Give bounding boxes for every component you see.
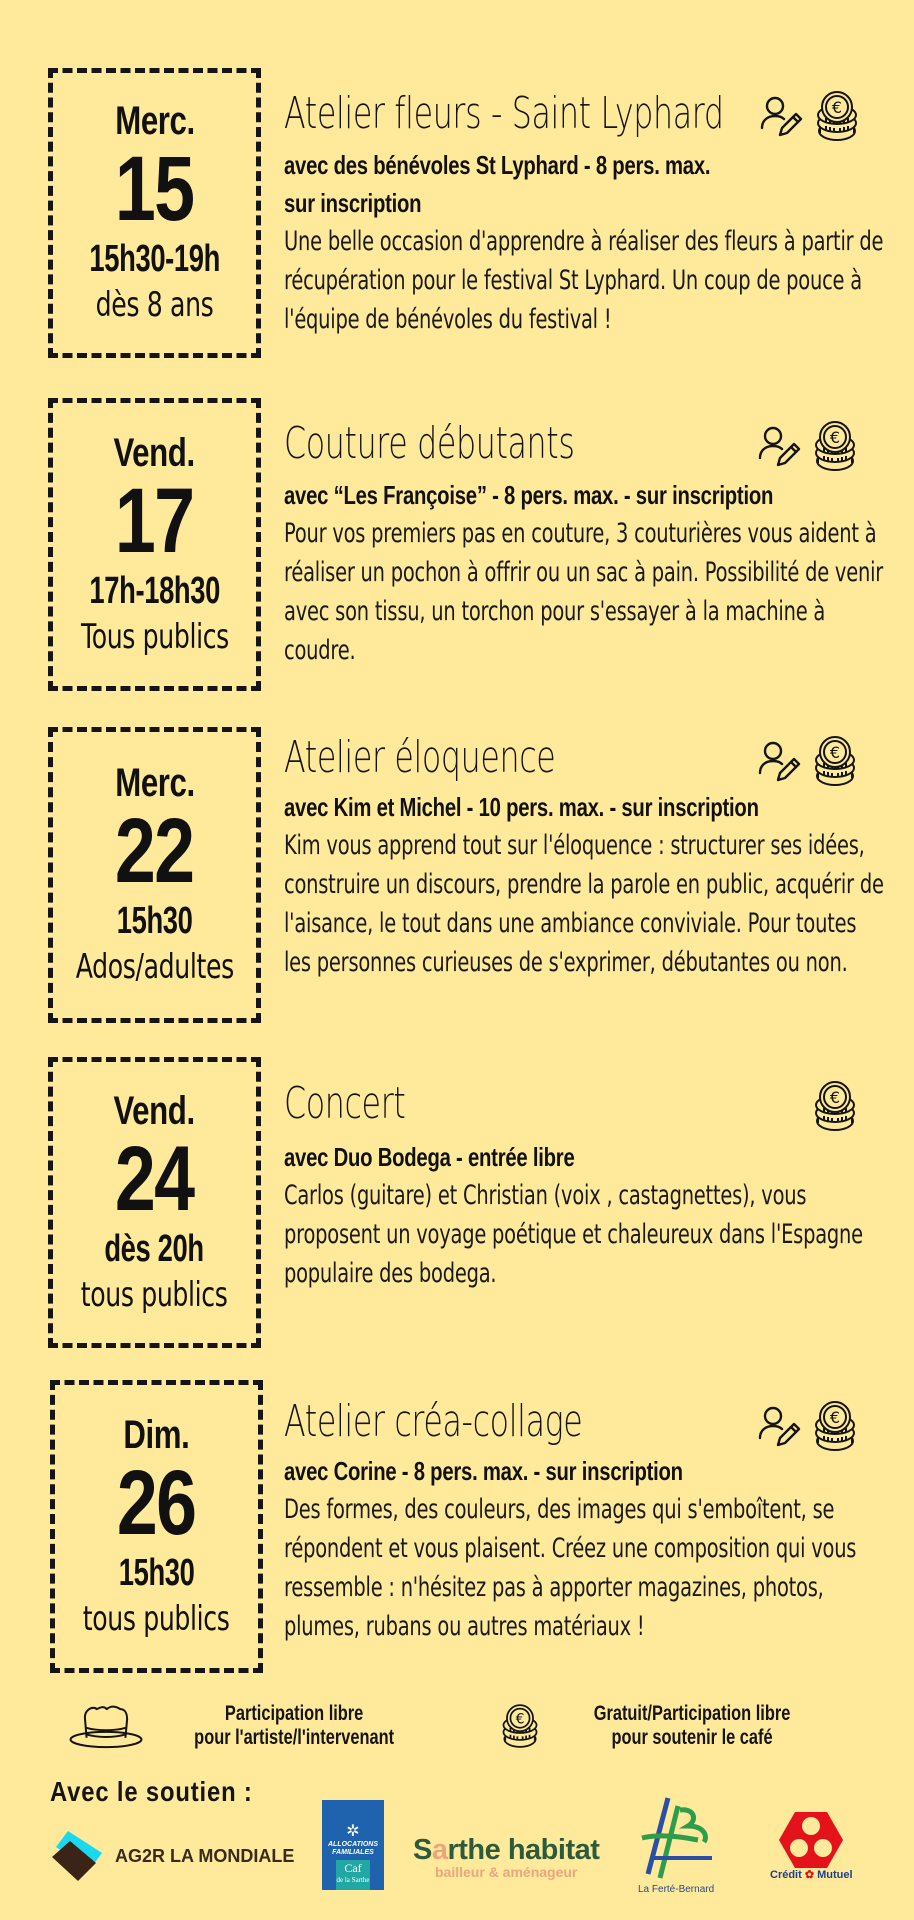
event-day: Vend.: [113, 1088, 196, 1133]
event-subtitle-line2: sur inscription: [284, 188, 422, 218]
sarthe-sub: bailleur & aménageur: [435, 1864, 578, 1880]
event-time: 15h30: [118, 1551, 195, 1594]
credit-mutuel-name: Crédit ✿ Mutuel: [770, 1869, 853, 1881]
caf-top: [328, 1800, 378, 1860]
event-day: Dim.: [123, 1412, 190, 1457]
event-audience: dès 8 ans: [95, 285, 214, 325]
event-time: 15h30: [116, 900, 193, 942]
ag2r-logo-icon: [50, 1829, 105, 1884]
credit-right: Mutuel: [817, 1869, 853, 1881]
event-day: Vend.: [113, 430, 196, 475]
logo-ag2r: [50, 1826, 294, 1886]
event-subtitle: avec Duo Bodega - entrée libre: [284, 1142, 575, 1172]
coins-icon: [812, 420, 858, 472]
coins-icon: [500, 1700, 540, 1752]
event-subtitle: avec Kim et Michel - 10 pers. max. - sur inscription: [284, 792, 759, 822]
logo-la-ferte-bernard: [638, 1796, 714, 1895]
event-title: Atelier fleurs - Saint Lyphard: [284, 88, 724, 139]
sarthe-a: a: [431, 1834, 448, 1866]
date-box: [50, 1380, 263, 1673]
caf-text: FAMILIALES: [332, 1849, 374, 1856]
caf-bottom: [336, 1860, 369, 1890]
coins-icon: [812, 1080, 858, 1132]
event-audience: Ados/adultes: [75, 947, 234, 987]
event-audience: tous publics: [83, 1598, 230, 1639]
coins-icon: [814, 90, 860, 142]
ag2r-name: AG2R LA MONDIALE: [115, 1845, 295, 1866]
caf-people-icon: ✲: [346, 1823, 360, 1840]
ferte-bernard-logo-icon: [638, 1796, 714, 1884]
legend-text: [194, 1702, 394, 1750]
logo-sarthe-habitat: [413, 1836, 599, 1880]
credit-left: Crédit: [770, 1869, 802, 1881]
event-subtitle: avec des bénévoles St Lyphard - 8 pers. max.: [284, 150, 711, 180]
ferte-name: La Ferté-Bernard: [638, 1884, 715, 1895]
event-time: 17h-18h30: [89, 569, 220, 612]
event-subtitle: avec “Les Françoise” - 8 pers. max. - sur inscription: [284, 480, 774, 510]
event-description: Une belle occasion d'apprendre à réaliser des fleurs à partir de récupération pour le festival St Lyphard. Un coup de pouce à l'équipe de bénévoles du festival !: [284, 226, 884, 335]
date-box: [48, 1057, 261, 1348]
logo-caf: [322, 1800, 384, 1890]
sarthe-name: [413, 1836, 599, 1864]
date-box: [48, 398, 261, 691]
icon-legend: [0, 1700, 914, 1770]
sarthe-rest: rthe habitat: [447, 1834, 600, 1866]
registration-icon: [756, 420, 802, 472]
event-date: 15: [115, 138, 194, 240]
caf-text: ALLOCATIONS: [327, 1841, 379, 1848]
event-title: Concert: [284, 1078, 406, 1129]
event-day: Merc.: [114, 761, 195, 805]
date-box: [48, 68, 261, 358]
event-title: Couture débutants: [284, 418, 575, 469]
date-box: [48, 727, 261, 1023]
coins-icon: [812, 1400, 858, 1452]
event-date: 22: [115, 800, 194, 902]
event-title: Atelier éloquence: [284, 732, 556, 783]
event-audience: Tous publics: [80, 616, 229, 657]
event-date: 26: [117, 1451, 196, 1554]
legend-line: Participation libre: [224, 1702, 364, 1725]
coins-icon: [812, 735, 858, 787]
caf-sub: de la Sarthe: [336, 1876, 370, 1884]
registration-icon: [758, 90, 804, 142]
logo-credit-mutuel: [770, 1812, 853, 1881]
event-description: Kim vous apprend tout sur l'éloquence : structurer ses idées, construire un discours, prendre la parole en public, acquérir de l'aisance, le tout dans une ambiance conviviale. Pour toutes les personnes curieuses de s'exprimer, débutantes ou non.: [284, 830, 884, 978]
legend-line: pour l'artiste/l'intervenant: [194, 1726, 395, 1749]
event-description: Carlos (guitare) et Christian (voix , castagnettes), vous proposent un voyage poétique et chaleureux dans l'Espagne populaire des bodega.: [284, 1180, 863, 1289]
hat-icon: [68, 1700, 144, 1752]
caf-name: Caf: [344, 1861, 362, 1875]
sarthe-s: S: [413, 1834, 432, 1866]
event-time: 15h30-19h: [89, 238, 220, 280]
legend-text: [594, 1702, 791, 1750]
registration-icon: [756, 1400, 802, 1452]
support-title: Avec le soutien :: [50, 1776, 253, 1807]
registration-icon: [756, 735, 802, 787]
event-date: 17: [115, 469, 194, 572]
event-date: 24: [115, 1127, 194, 1230]
legend-line: Gratuit/Participation libre: [593, 1702, 791, 1725]
legend-line: pour soutenir le café: [611, 1726, 773, 1749]
event-subtitle: avec Corine - 8 pers. max. - sur inscription: [284, 1456, 683, 1486]
event-day: Merc.: [114, 99, 195, 143]
event-time: dès 20h: [104, 1227, 205, 1270]
credit-mutuel-logo-icon: [779, 1812, 843, 1868]
event-description: Pour vos premiers pas en couture, 3 couturières vous aident à réaliser un pochon à offrir ou un sac à pain. Possibilité de venir avec son tissu, un torchon pour s'essayer à la machine à coudre.: [284, 518, 884, 666]
event-description: Des formes, des couleurs, des images qui s'emboîtent, se répondent et vous plaisent. Créez une composition qui vous ressemble : n'hésitez pas à apporter magazines, photos, plumes, rubans ou autres matériaux !: [284, 1494, 857, 1642]
event-audience: tous publics: [81, 1274, 228, 1315]
event-title: Atelier créa-collage: [284, 1396, 583, 1447]
